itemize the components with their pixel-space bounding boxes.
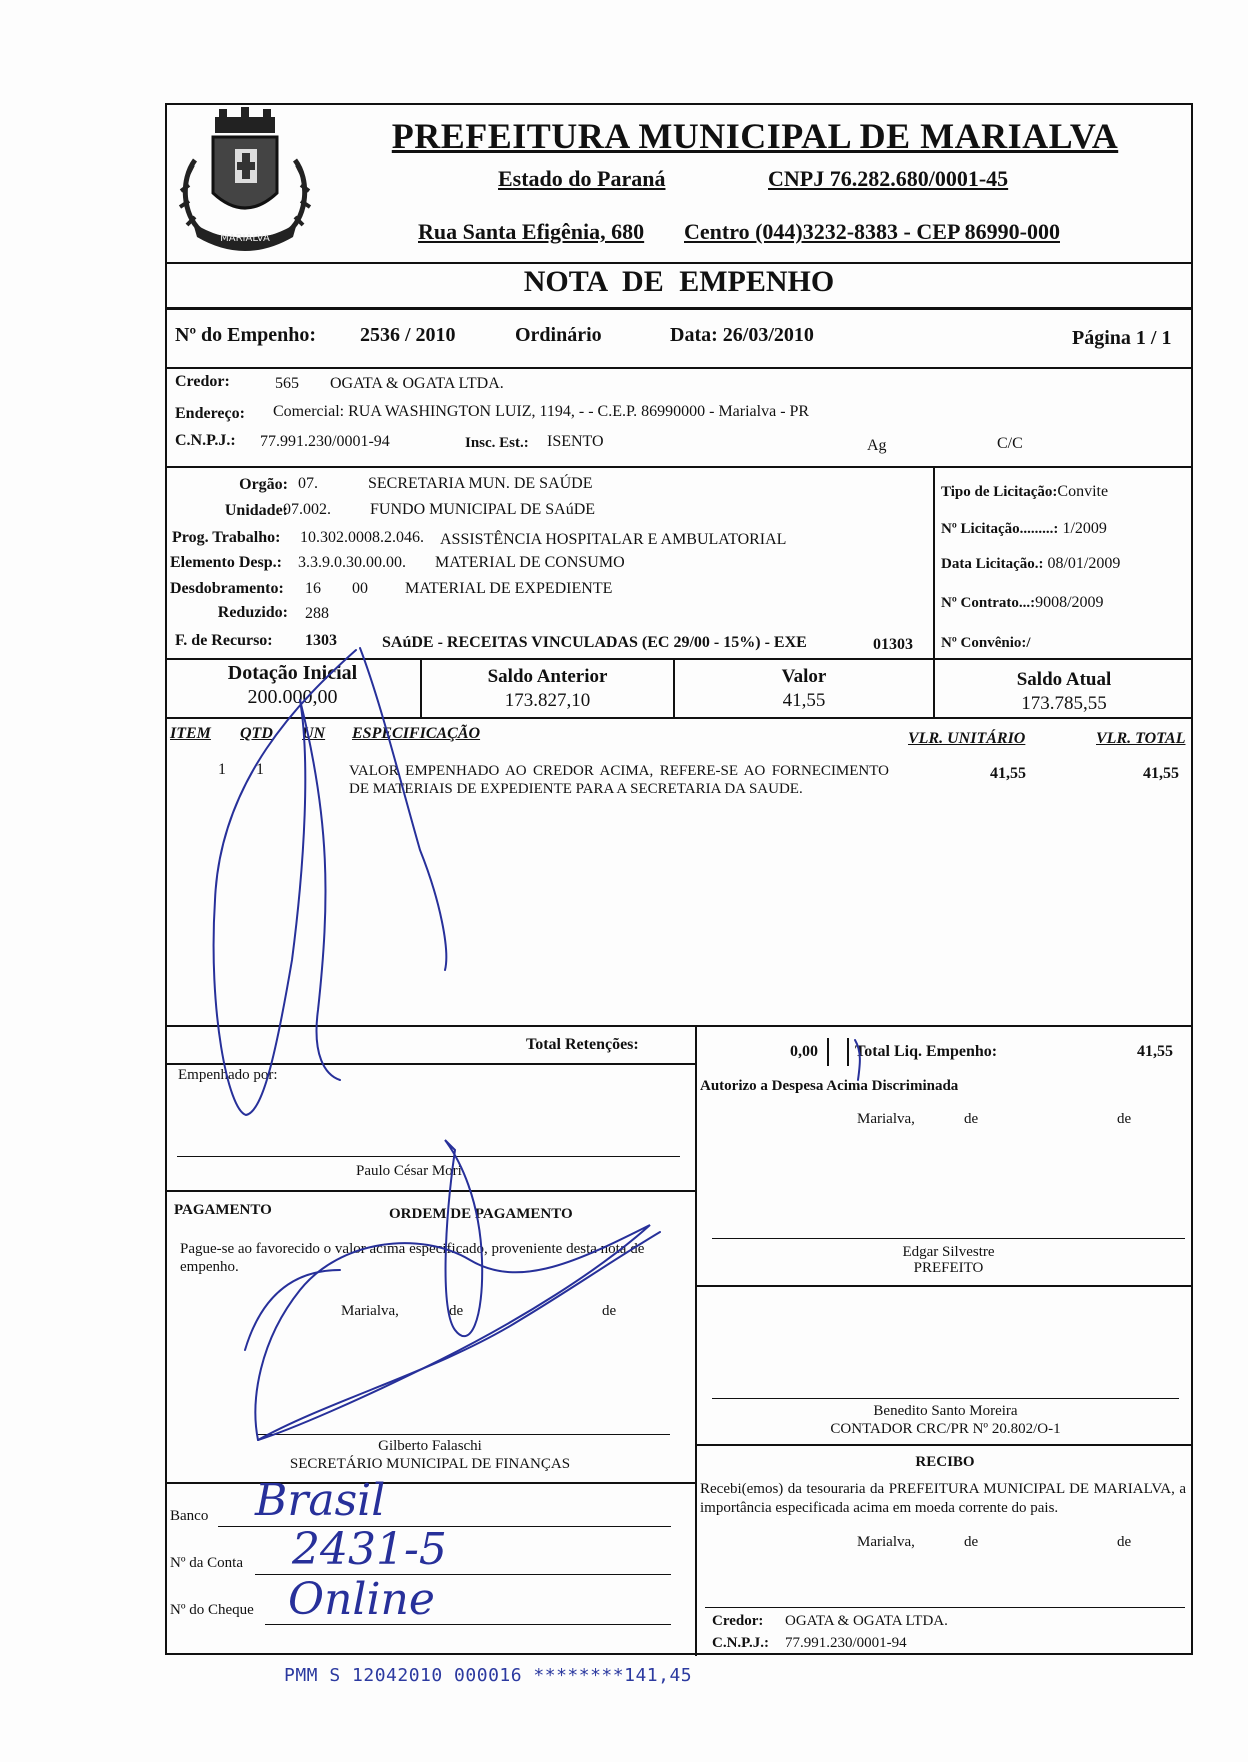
recurso-number: 01303	[873, 636, 913, 653]
contrato-label: Nº Contrato...:	[941, 595, 1036, 611]
divider	[847, 1038, 849, 1066]
banco-handwriting: Brasil	[255, 1475, 386, 1526]
pagamento-de2: de	[602, 1303, 617, 1319]
conta-handwriting: 2431-5	[292, 1524, 447, 1575]
recibo-credor-label: Credor:	[712, 1613, 764, 1629]
contrato-value: 9008/2009	[1035, 594, 1104, 611]
empenho-number: 2536 / 2010	[360, 324, 456, 346]
recurso-label: F. de Recurso:	[175, 632, 273, 649]
credor-cnpj: 77.991.230/0001-94	[260, 433, 390, 450]
dotacao-value: 200.000,00	[247, 686, 338, 708]
licitacao-num: 1/2009	[1062, 520, 1107, 537]
empenho-label: Nº do Empenho:	[175, 324, 317, 346]
document-title: NOTA DE EMPENHO	[523, 265, 835, 298]
divider	[165, 466, 1193, 468]
divider	[697, 1285, 1193, 1287]
item-description: VALOR EMPENHADO AO CREDOR ACIMA, REFERE-SE AO FORNECIMENTO DE MATERIAIS DE EXPEDIENTE PARA A SECRETARIA DA SAUDE.	[349, 763, 889, 797]
elemento-name: MATERIAL DE CONSUMO	[435, 554, 625, 571]
elemento-code: 3.3.9.0.30.00.00.	[298, 554, 406, 571]
contador-role: CONTADOR CRC/PR Nº 20.802/O-1	[830, 1421, 1061, 1437]
divider	[695, 1026, 697, 1656]
insc-value: ISENTO	[547, 433, 604, 450]
pagamento-label: PAGAMENTO	[174, 1202, 272, 1218]
credor-label: Credor:	[175, 373, 230, 390]
recurso-code: 1303	[305, 632, 337, 649]
convenio-label: Nº Convênio:/	[941, 635, 1031, 651]
desdobramento-label: Desdobramento:	[170, 580, 284, 597]
recurso-name: SAúDE - RECEITAS VINCULADAS (EC 29/00 - 15%) - EXE	[382, 634, 807, 651]
prefeito-role: PREFEITO	[913, 1260, 984, 1276]
address-field-label: Endereço:	[175, 405, 245, 422]
contador-name: Benedito Santo Moreira	[873, 1403, 1018, 1419]
divider	[165, 1190, 695, 1192]
divider	[165, 367, 1193, 369]
valor-value: 41,55	[782, 690, 826, 711]
divider	[165, 658, 1193, 660]
divider	[165, 307, 1193, 310]
recibo-de2: de	[1117, 1534, 1132, 1550]
desdobramento-name: MATERIAL DE EXPEDIENTE	[405, 580, 613, 597]
empenhado-label: Empenhado por:	[178, 1067, 278, 1083]
autorizo-de1: de	[964, 1111, 979, 1127]
secretario-name: Gilberto Falaschi	[378, 1438, 482, 1454]
empenho-date: Data: 26/03/2010	[670, 324, 814, 346]
ordem-label: ORDEM DE PAGAMENTO	[389, 1206, 573, 1222]
secretario-role: SECRETÁRIO MUNICIPAL DE FINANÇAS	[289, 1456, 571, 1472]
autorizo-label: Autorizo a Despesa Acima Discriminada	[700, 1078, 959, 1094]
licitacao-num-label: Nº Licitação.........:	[941, 521, 1059, 537]
signature-line	[712, 1398, 1179, 1399]
item-unit-value: 41,55	[990, 765, 1026, 782]
licitacao-data-label: Data Licitação.:	[941, 556, 1044, 572]
saldo-atual-label: Saldo Atual	[1016, 669, 1112, 690]
signature-line	[712, 1238, 1185, 1239]
recibo-text: Recebi(emos) da tesouraria da PREFEITURA MUNICIPAL DE MARIALVA, a importância especificada acima em moeda corrente do pais.	[700, 1481, 1186, 1516]
payment-stamp: PMM S 12042010 000016 ********141,45	[284, 1665, 693, 1686]
address-label: Rua Santa Efigênia, 680	[418, 219, 645, 244]
divider	[697, 1444, 1193, 1446]
pagamento-de1: de	[449, 1303, 464, 1319]
recibo-place: Marialva,	[857, 1534, 915, 1550]
divider	[165, 262, 1193, 264]
licitacao-data: 08/01/2009	[1047, 555, 1121, 572]
unidade-code: 07.002.	[283, 501, 331, 518]
prefeito-name: Edgar Silvestre	[902, 1244, 995, 1260]
empenhado-name: Paulo César Mori	[356, 1163, 462, 1179]
signature-line	[705, 1607, 1185, 1608]
liq-value: 41,55	[1137, 1043, 1173, 1060]
divider	[165, 1482, 695, 1484]
divider	[827, 1038, 829, 1066]
pagamento-text: Pague-se ao favorecido o valor acima especificado, proveniente desta nota de empenho.	[180, 1241, 645, 1275]
item-number: 1	[218, 761, 226, 778]
credor-cnpj-label: C.N.P.J.:	[175, 432, 236, 449]
col-qtd-header: QTD	[240, 725, 273, 742]
item-qtd: 1	[256, 761, 264, 778]
reduzido-label: Reduzido:	[217, 604, 288, 621]
contact-label: Centro (044)3232-8383 - CEP 86990-000	[684, 219, 1060, 244]
col-item-header: ITEM	[170, 725, 211, 742]
signature-line	[258, 1434, 670, 1435]
autorizo-de2: de	[1117, 1111, 1132, 1127]
cc-label: C/C	[997, 435, 1023, 452]
orgao-name: SECRETARIA MUN. DE SAÚDE	[368, 475, 593, 492]
col-espec-header: ESPECIFICAÇÃO	[352, 725, 481, 742]
recibo-de1: de	[964, 1534, 979, 1550]
valor-label: Valor	[781, 666, 827, 687]
desdobramento-a: 16	[305, 580, 321, 597]
desdobramento-b: 00	[352, 580, 368, 597]
coat-of-arms-logo	[175, 105, 315, 255]
empenho-type: Ordinário	[515, 324, 602, 346]
cheque-label: Nº do Cheque	[170, 1602, 254, 1618]
orgao-label: Orgão:	[239, 476, 288, 493]
unidade-name: FUNDO MUNICIPAL DE SAúDE	[370, 501, 596, 518]
signature-line	[177, 1156, 680, 1157]
item-total-value: 41,55	[1143, 765, 1179, 782]
divider	[165, 1025, 1193, 1027]
recibo-cnpj-label: C.N.P.J.:	[712, 1635, 769, 1651]
credor-name: OGATA & OGATA LTDA.	[330, 375, 504, 392]
credor-address: Comercial: RUA WASHINGTON LUIZ, 1194, - - C.E.P. 86990000 - Marialva - PR	[273, 403, 810, 420]
insc-label: Insc. Est.:	[465, 435, 529, 451]
licitacao-tipo-label: Tipo de Licitação:	[941, 484, 1058, 500]
prog-name: ASSISTÊNCIA HOSPITALAR E AMBULATORIAL	[440, 531, 787, 548]
prog-code: 10.302.0008.2.046.	[300, 529, 424, 546]
reduzido-value: 288	[305, 605, 329, 622]
col-unit-header: VLR. UNITÁRIO	[908, 730, 1026, 747]
cnpj-label: CNPJ 76.282.680/0001-45	[768, 166, 1009, 191]
autorizo-place: Marialva,	[857, 1111, 915, 1127]
credor-code: 565	[275, 375, 299, 392]
divider	[165, 1063, 695, 1065]
elemento-label: Elemento Desp.:	[170, 554, 282, 571]
svg-text:MARIALVA: MARIALVA	[220, 233, 270, 244]
ag-label: Ag	[867, 437, 887, 454]
divider	[165, 717, 1193, 719]
orgao-code: 07.	[298, 475, 318, 492]
unidade-label: Unidade:	[224, 502, 288, 519]
state-label: Estado do Paraná	[498, 166, 666, 191]
page-number: Página 1 / 1	[1072, 327, 1172, 349]
recibo-title: RECIBO	[915, 1454, 975, 1470]
divider	[933, 468, 935, 659]
dotacao-label: Dotação Inicial	[227, 662, 358, 684]
licitacao-tipo: Convite	[1057, 483, 1109, 500]
page-title: PREFEITURA MUNICIPAL DE MARIALVA	[391, 116, 1119, 156]
saldo-anterior-label: Saldo Anterior	[487, 666, 608, 687]
recibo-credor: OGATA & OGATA LTDA.	[785, 1613, 948, 1629]
liq-label: Total Liq. Empenho:	[855, 1043, 998, 1060]
conta-label: Nº da Conta	[170, 1555, 243, 1571]
banco-label: Banco	[170, 1508, 209, 1524]
retencoes-value: 0,00	[790, 1043, 818, 1060]
saldo-atual-value: 173.785,55	[1021, 693, 1107, 714]
retencoes-label: Total Retenções:	[526, 1036, 639, 1053]
col-un-header: UN	[302, 725, 326, 742]
prog-label: Prog. Trabalho:	[172, 529, 281, 546]
cheque-handwriting: Online	[288, 1574, 435, 1625]
recibo-cnpj: 77.991.230/0001-94	[785, 1635, 907, 1651]
saldo-anterior-value: 173.827,10	[504, 690, 591, 711]
pagamento-place: Marialva,	[341, 1303, 399, 1319]
col-total-header: VLR. TOTAL	[1096, 730, 1186, 747]
